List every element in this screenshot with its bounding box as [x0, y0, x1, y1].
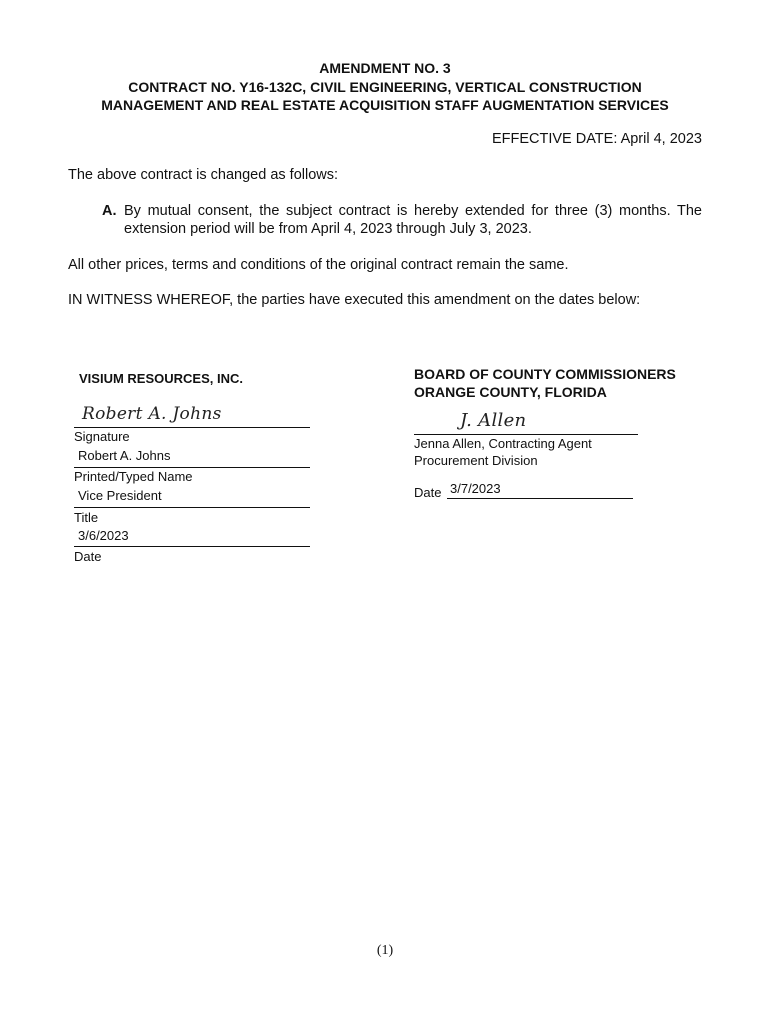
witness-text: IN WITNESS WHEREOF, the parties have executed this amendment on the dates below:	[68, 292, 641, 308]
county-date-label: Date	[414, 485, 442, 500]
vendor-printed-name: Robert A. Johns	[78, 448, 171, 463]
county-signer: Jenna Allen, Contracting Agent	[414, 436, 592, 451]
vendor-printed-name-label: Printed/Typed Name	[74, 469, 193, 484]
vendor-date: 3/6/2023	[78, 528, 129, 543]
amendment-number: AMENDMENT NO. 3	[319, 60, 451, 76]
vendor-signature-line	[74, 427, 310, 428]
county-date: 3/7/2023	[450, 481, 501, 496]
vendor-name: VISIUM RESOURCES, INC.	[79, 371, 243, 386]
item-a-line-1: By mutual consent, the subject contract is hereby extended for three (3) months. The	[124, 203, 702, 219]
effective-date: EFFECTIVE DATE: April 4, 2023	[491, 131, 702, 147]
vendor-signature-label: Signature	[74, 429, 130, 444]
county-signature-line	[414, 434, 638, 435]
county-signature: J. Allen	[460, 410, 527, 431]
vendor-title: Vice President	[78, 488, 162, 503]
county-date-line	[447, 498, 633, 499]
vendor-printed-name-line	[74, 467, 310, 468]
item-a-label: A.	[102, 203, 117, 219]
page-number: (1)	[376, 943, 394, 958]
contract-title-line-1: CONTRACT NO. Y16-132C, CIVIL ENGINEERING, VERTICAL CONSTRUCTION	[128, 79, 642, 95]
vendor-title-label: Title	[74, 510, 99, 525]
contract-title-line-2: MANAGEMENT AND REAL ESTATE ACQUISITION STAFF AUGMENTATION SERVICES	[101, 97, 669, 113]
vendor-title-line	[74, 507, 310, 508]
vendor-date-line	[74, 546, 310, 547]
other-terms-text: All other prices, terms and conditions of the original contract remain the same.	[68, 257, 569, 273]
county-division: Procurement Division	[414, 453, 538, 468]
county-name: ORANGE COUNTY, FLORIDA	[414, 384, 607, 400]
county-board-name: BOARD OF COUNTY COMMISSIONERS	[414, 366, 676, 382]
vendor-signature: Robert A. Johns	[82, 404, 222, 424]
vendor-date-label: Date	[74, 549, 102, 564]
item-a-line-2: extension period will be from April 4, 2023 through July 3, 2023.	[124, 221, 532, 237]
intro-text: The above contract is changed as follows:	[68, 167, 339, 183]
